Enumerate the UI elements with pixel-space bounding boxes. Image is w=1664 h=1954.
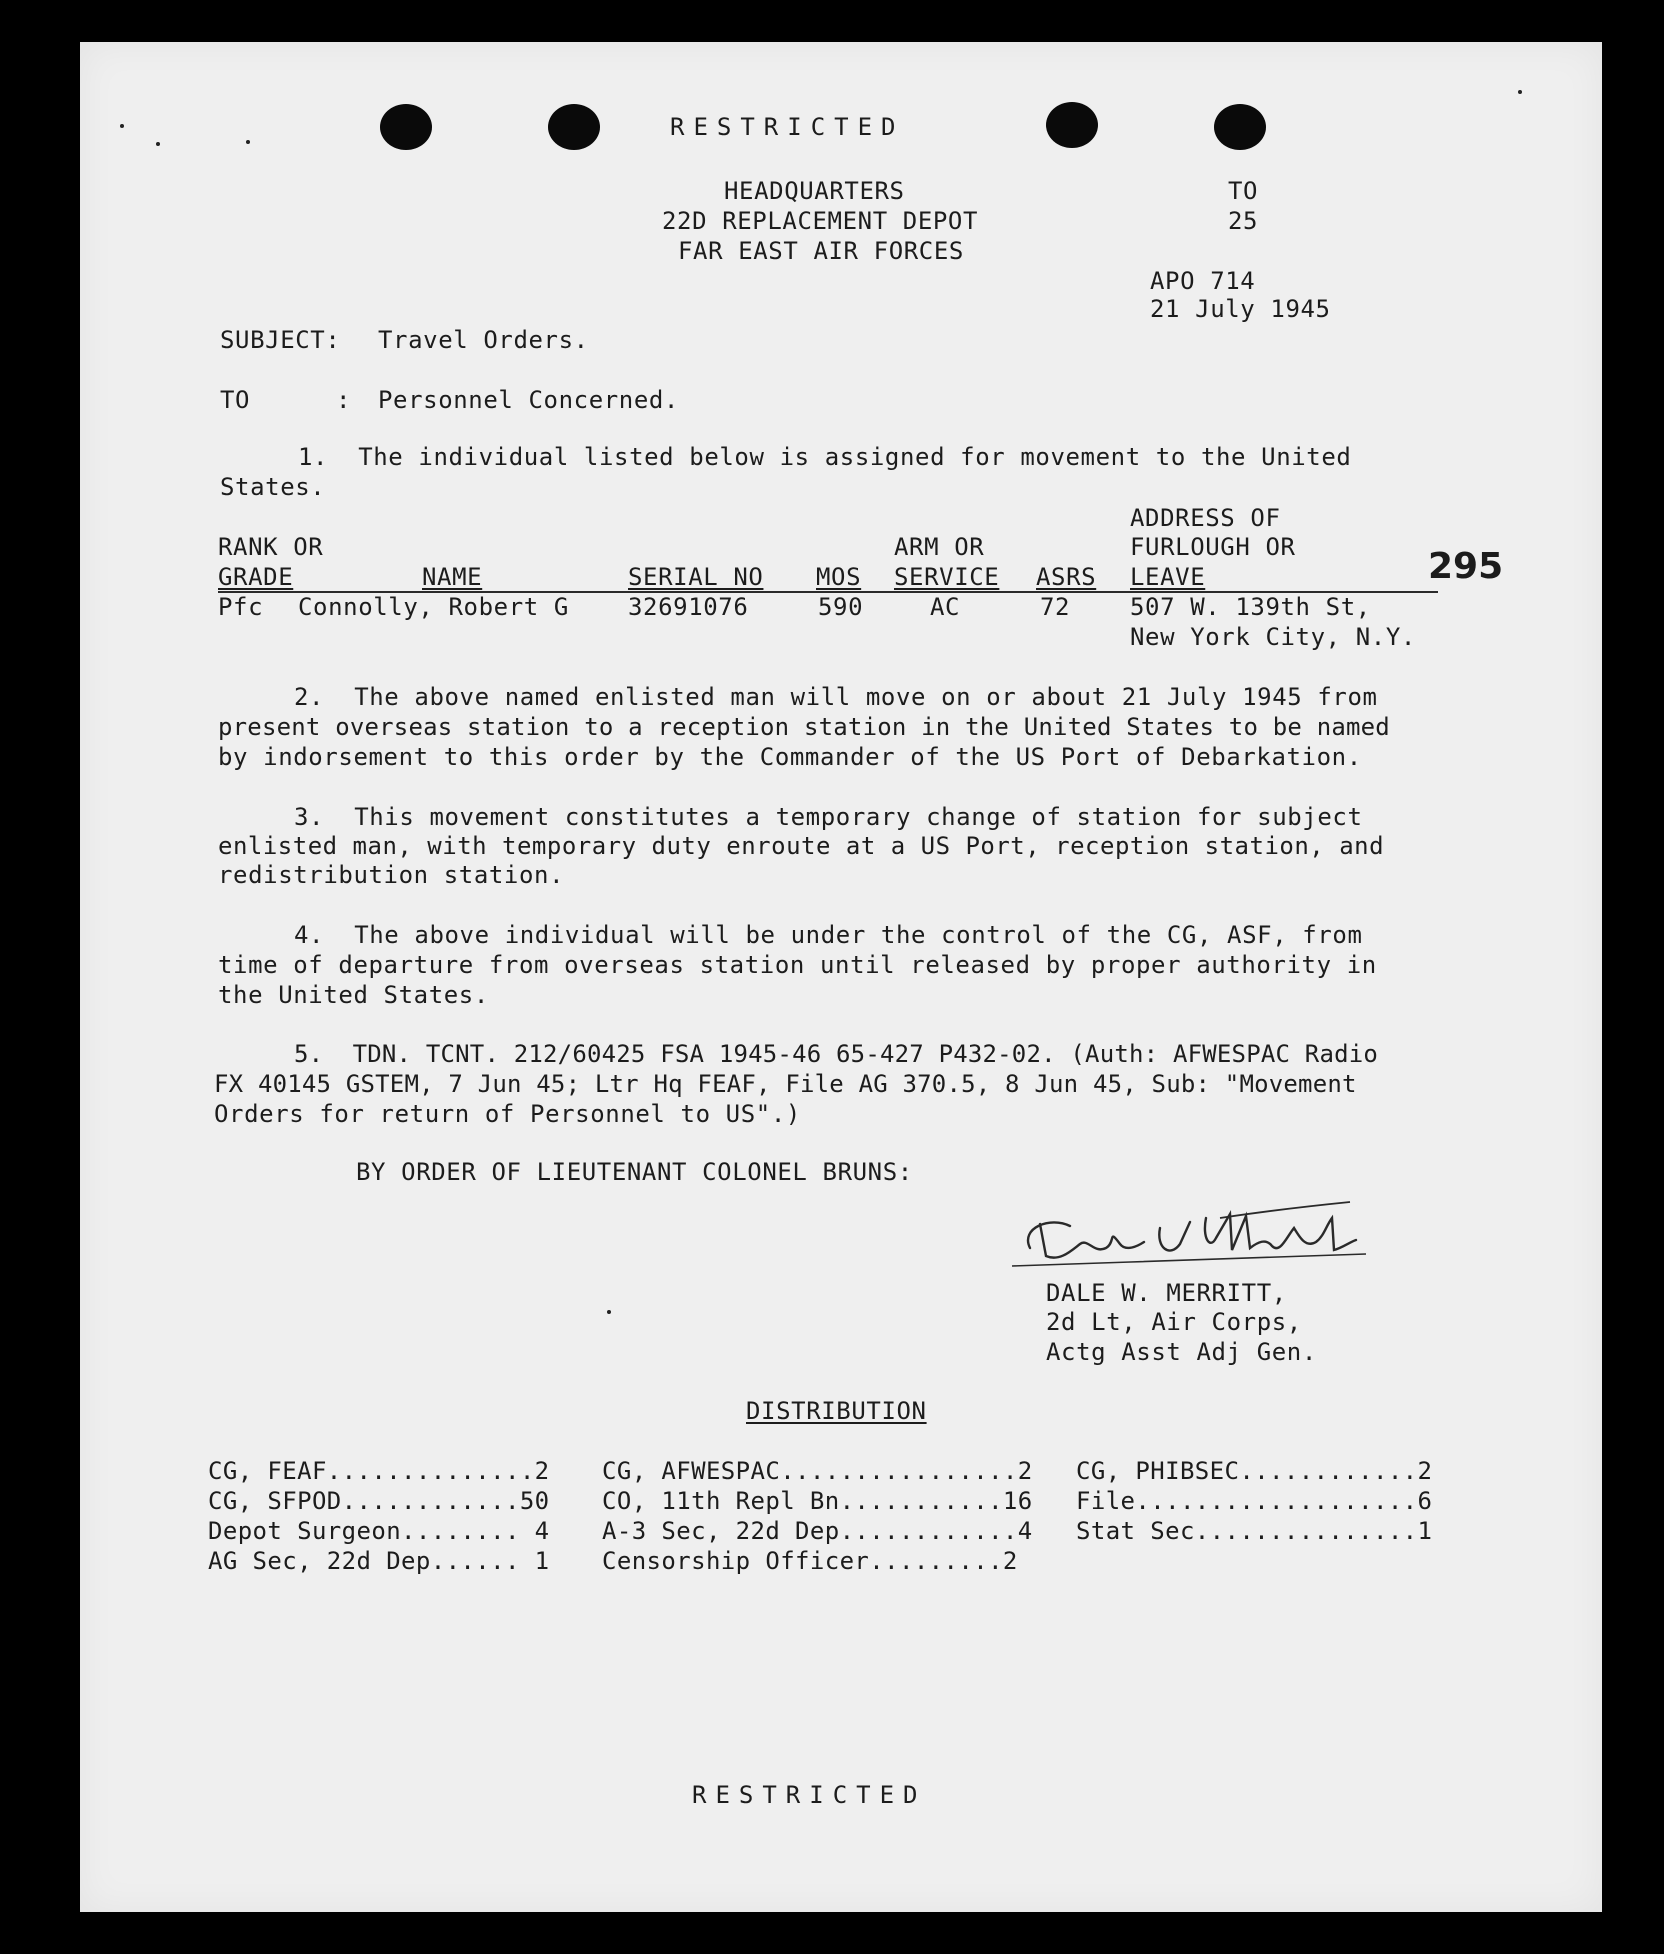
subject-value: Travel Orders. xyxy=(378,326,589,354)
restricted-marking-bottom: RESTRICTED xyxy=(692,1781,927,1809)
org-line-2: 22D REPLACEMENT DEPOT xyxy=(662,207,979,235)
paragraph-2-line-3: by indorsement to this order by the Commander of the US Port of Debarkation. xyxy=(218,743,1362,771)
paragraph-5-line-3: Orders for return of Personnel to US".) xyxy=(214,1100,801,1128)
punch-hole xyxy=(1046,102,1098,148)
paragraph-5-line-2: FX 40145 GSTEM, 7 Jun 45; Ltr Hq FEAF, File AG 370.5, 8 Jun 45, Sub: "Movement xyxy=(214,1070,1357,1098)
row-asrs: 72 xyxy=(1040,593,1071,621)
header-address-2: FURLOUGH OR xyxy=(1130,533,1296,561)
distribution-col3-item: File...................6 xyxy=(1076,1487,1433,1515)
row-mos: 590 xyxy=(818,593,864,621)
paragraph-3-line-2: enlisted man, with temporary duty enroute at a US Port, reception station, and xyxy=(218,832,1385,860)
header-rank-2: GRADE xyxy=(218,563,294,591)
to-addressee-colon: : xyxy=(336,386,352,414)
paragraph-4-line-3: the United States. xyxy=(218,981,489,1009)
distribution-col1-item: CG, SFPOD............50 xyxy=(208,1487,550,1515)
signer-title: Actg Asst Adj Gen. xyxy=(1046,1338,1317,1366)
header-address-1: ADDRESS OF xyxy=(1130,504,1281,532)
apo-number: APO 714 xyxy=(1150,267,1256,295)
signer-name: DALE W. MERRITT, xyxy=(1046,1279,1287,1307)
distribution-col1-item: CG, FEAF..............2 xyxy=(208,1457,550,1485)
restricted-marking-top: RESTRICTED xyxy=(670,113,905,141)
paragraph-3-line-3: redistribution station. xyxy=(218,861,565,889)
paragraph-4-line-2: time of departure from overseas station until released by proper authority in xyxy=(218,951,1377,979)
distribution-col1-item: Depot Surgeon........ 4 xyxy=(208,1517,550,1545)
distribution-col2-item: CO, 11th Repl Bn...........16 xyxy=(602,1487,1033,1515)
distribution-col2-item: CG, AFWESPAC................2 xyxy=(602,1457,1033,1485)
org-line-1: HEADQUARTERS xyxy=(724,177,905,205)
header-rank-1: RANK OR xyxy=(218,533,324,561)
punch-hole xyxy=(548,104,600,150)
by-order-line: BY ORDER OF LIEUTENANT COLONEL BRUNS: xyxy=(356,1158,913,1186)
subject-label: SUBJECT: xyxy=(220,326,341,354)
row-name: Connolly, Robert G xyxy=(298,593,569,621)
paragraph-1-line-1: 1. The individual listed below is assigned for movement to the United xyxy=(298,443,1352,471)
speck xyxy=(1518,90,1522,94)
speck xyxy=(607,1310,611,1314)
punch-hole xyxy=(380,104,432,150)
header-address-3: LEAVE xyxy=(1130,563,1206,591)
header-arm-2: SERVICE xyxy=(894,563,1000,591)
paragraph-2-line-1: 2. The above named enlisted man will move on or about 21 July 1945 from xyxy=(294,683,1378,711)
header-serial: SERIAL NO xyxy=(628,563,764,591)
speck xyxy=(246,140,250,144)
header-name: NAME xyxy=(422,563,483,591)
row-address-1: 507 W. 139th St, xyxy=(1130,593,1371,621)
distribution-title: DISTRIBUTION xyxy=(746,1397,927,1425)
header-asrs: ASRS xyxy=(1036,563,1097,591)
speck xyxy=(120,124,124,128)
row-arm: AC xyxy=(930,593,961,621)
to-label: TO xyxy=(1228,177,1259,205)
paragraph-2-line-2: present overseas station to a reception station in the United States to be named xyxy=(218,713,1390,741)
paragraph-5-line-1: 5. TDN. TCNT. 212/60425 FSA 1945-46 65-427 P432-02. (Auth: AFWESPAC Radio xyxy=(294,1040,1379,1068)
header-mos: MOS xyxy=(816,563,862,591)
distribution-col3-item: CG, PHIBSEC............2 xyxy=(1076,1457,1433,1485)
distribution-col2-item: Censorship Officer.........2 xyxy=(602,1547,1018,1575)
speck xyxy=(156,142,160,146)
handwritten-signature xyxy=(1010,1198,1390,1278)
paragraph-4-line-1: 4. The above individual will be under the control of the CG, ASF, from xyxy=(294,921,1363,949)
paragraph-1-line-2: States. xyxy=(220,473,326,501)
paragraph-3-line-1: 3. This movement constitutes a temporary change of station for subject xyxy=(294,803,1363,831)
signer-rank: 2d Lt, Air Corps, xyxy=(1046,1308,1302,1336)
row-rank: Pfc xyxy=(218,593,264,621)
row-serial: 32691076 xyxy=(628,593,749,621)
org-line-3: FAR EAST AIR FORCES xyxy=(678,237,964,265)
to-addressee-label: TO xyxy=(220,386,251,414)
distribution-col3-item: Stat Sec...............1 xyxy=(1076,1517,1433,1545)
header-arm-1: ARM OR xyxy=(894,533,985,561)
distribution-col2-item: A-3 Sec, 22d Dep............4 xyxy=(602,1517,1033,1545)
row-address-2: New York City, N.Y. xyxy=(1130,623,1416,651)
to-addressee-value: Personnel Concerned. xyxy=(378,386,679,414)
punch-hole xyxy=(1214,104,1266,150)
distribution-col1-item: AG Sec, 22d Dep...... 1 xyxy=(208,1547,550,1575)
order-date: 21 July 1945 xyxy=(1150,295,1331,323)
to-number: 25 xyxy=(1228,207,1259,235)
page-number: 295 xyxy=(1428,546,1504,587)
